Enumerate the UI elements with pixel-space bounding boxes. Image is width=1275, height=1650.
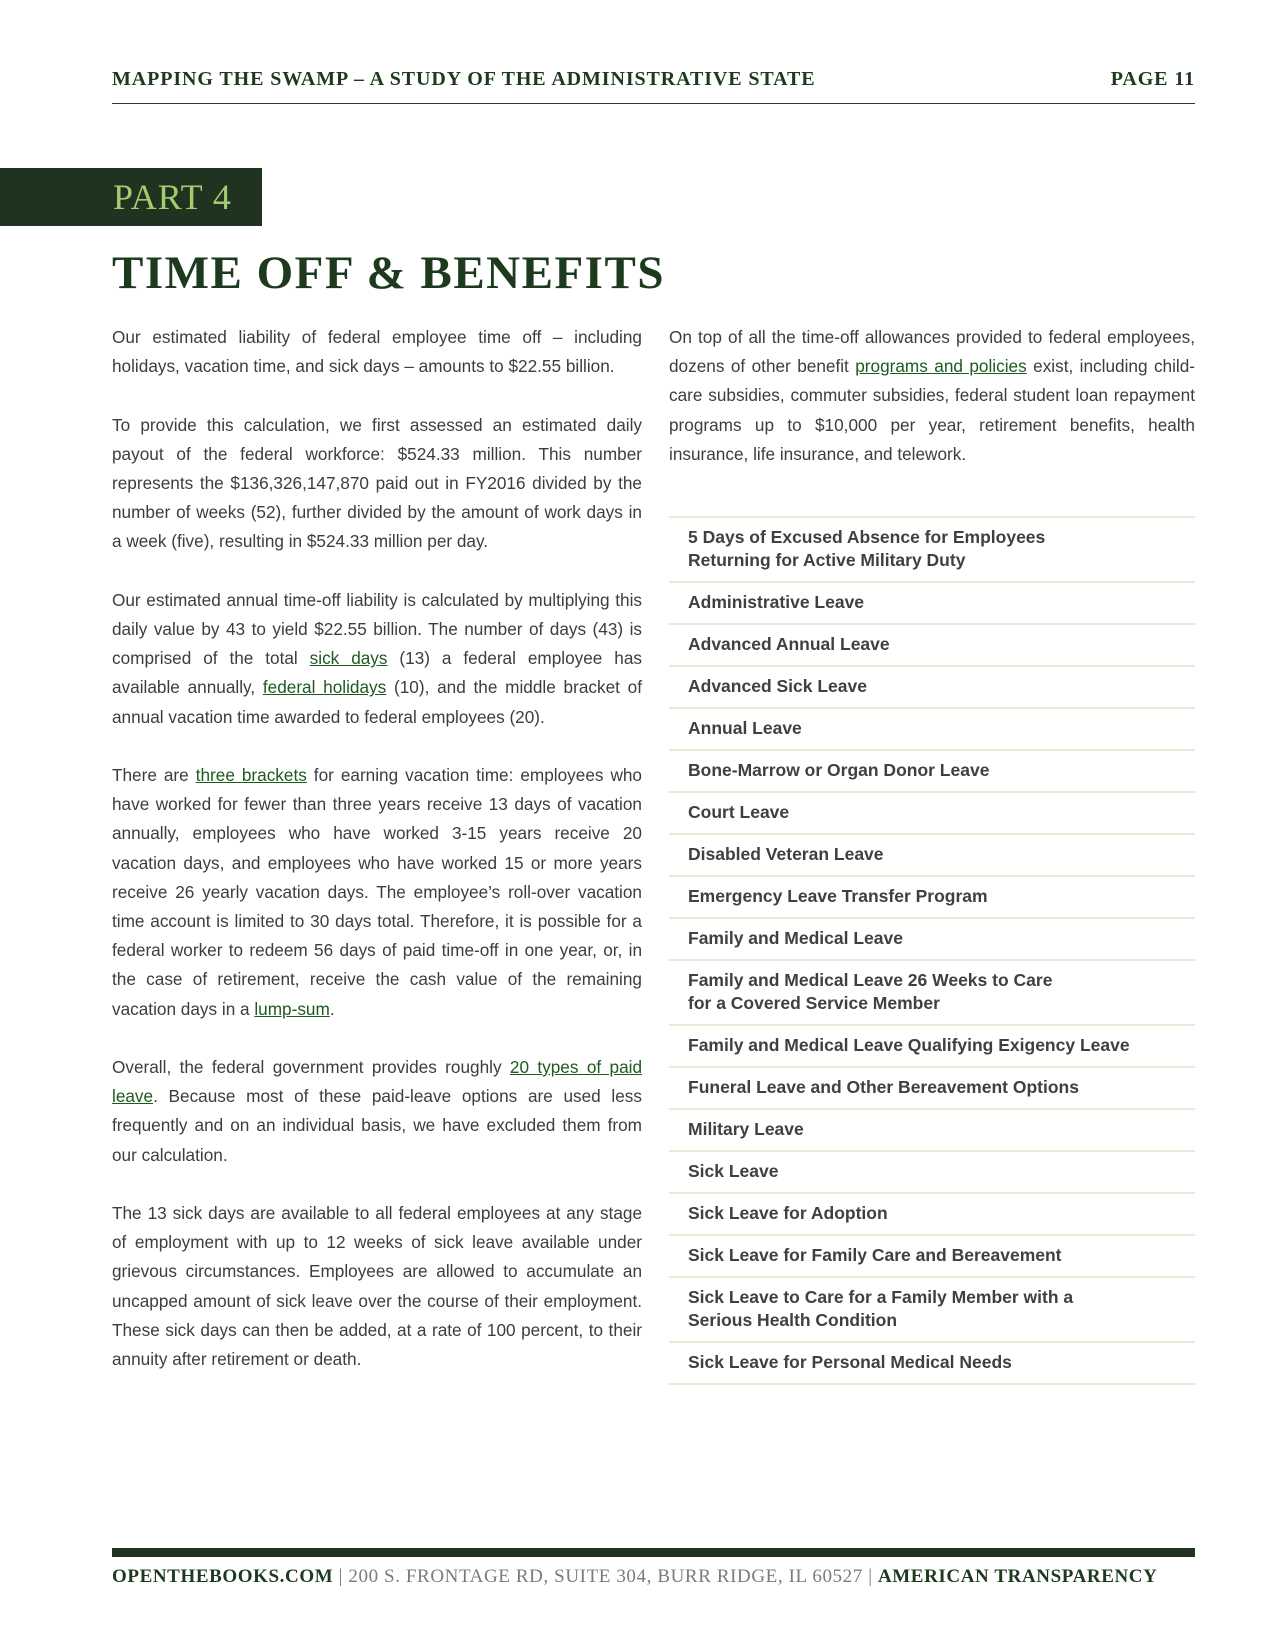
paragraph-sick-days: The 13 sick days are available to all federal employees at any stage of employment with up to 12 weeks of sick leave available under grievous circumstances. Employees are allowed to accumulate an uncapped amount of sick leave over the course of their employment. These sick days can then be added, at a rate of 100 percent, to their annuity after retirement or death. [112,1203,642,1370]
paragraph-paid-leave-types: Overall, the federal government provides roughly 20 types of paid leave. Because most of these paid-leave options are used less frequently and on an individual basis, we have excluded them from our calculation. [112,1057,642,1165]
leave-type-item: Sick Leave to Care for a Family Member with a Serious Health Condition [669,1278,1195,1343]
paragraph-annual-liability: Our estimated annual time-off liability is calculated by multiplying this daily value by 43 to yield $22.55 billion. The number of days (43) is comprised of the total sick days (13) a federal employee has available annually, federal holidays (10), and the middle bracket of annual vacation time awarded to federal employees (20). [112,589,643,727]
leave-type-item: Court Leave [669,793,1195,835]
sick-days-link[interactable]: sick days [309,648,388,669]
leave-type-item: Sick Leave for Family Care and Bereavement [669,1236,1195,1278]
leave-type-item: 5 Days of Excused Absence for Employees Returning for Active Military Duty [669,518,1195,583]
leave-type-item: Sick Leave for Adoption [669,1194,1195,1236]
left-column [112,323,642,1403]
page-number: PAGE 11 [1110,68,1195,90]
three-brackets-link[interactable]: three brackets [195,765,307,785]
leave-type-item: Administrative Leave [669,583,1195,625]
leave-type-item: Military Leave [669,1110,1195,1152]
leave-type-item: Family and Medical Leave 26 Weeks to Care for a Covered Service Member [669,961,1195,1026]
footer-address: 200 S. FRONTAGE RD, SUITE 304, BURR RIDGE, IL 60527 [348,1566,863,1587]
leave-type-item: Sick Leave [669,1152,1195,1194]
leave-types-list [669,516,1195,1385]
paragraph-other-benefits: On top of all the time-off allowances provided to federal employees, dozens of other benefit programs and policies exist, including child-care subsidies, commuter subsidies, federal student loan repayment programs up to $10,000 per year, retirement benefits, health insurance, life insurance, and telework. [669,327,1196,464]
part-label: PART 4 [113,177,232,217]
paid-leave-types-link[interactable]: 20 types of paid leave [112,1057,642,1107]
document-title: MAPPING THE SWAMP – A STUDY OF THE ADMINISTRATIVE STATE [112,68,816,90]
leave-type-item: Emergency Leave Transfer Program [669,877,1195,919]
lump-sum-link[interactable]: lump-sum [254,998,330,1019]
footer-site: OPENTHEBOOKS.COM [112,1566,334,1587]
leave-type-item: Disabled Veteran Leave [669,835,1195,877]
page-header [112,64,1195,104]
footer-separator: | [862,1566,878,1587]
paragraph-daily-payout: To provide this calculation, we first assessed an estimated daily payout of the federal workforce: $524.33 million. This number represents the $136,326,147,870 paid out in FY2016 divided by the number of weeks (52), further divided by the amount of work days in a week (five), resulting in $524.33 million per day. [112,414,642,552]
leave-type-item: Sick Leave for Personal Medical Needs [669,1343,1195,1385]
section-title: TIME OFF & BENEFITS [112,247,665,299]
paragraph-vacation-brackets: There are three brackets for earning vacation time: employees who have worked for fewer than three years receive 13 days of vacation annually, employees who have worked 3-15 years receive 20 vacation days, and employees who have worked 15 or more years receive 26 yearly vacation days. The employee’s roll-over vacation time account is limited to 30 days total. Therefore, it is possible for a federal worker to redeem 56 days of paid time-off in one year, or, in the case of retirement, receive the cash value of the remaining vacation days in a lump-sum. [112,765,642,1019]
leave-type-item: Funeral Leave and Other Bereavement Options [669,1068,1195,1110]
leave-type-item: Family and Medical Leave [669,919,1195,961]
paragraph-liability: Our estimated liability of federal employee time off – including holidays, vacation time, and sick days – amounts to $22.55 billion. [112,327,642,377]
leave-type-item: Bone-Marrow or Organ Donor Leave [669,751,1195,793]
leave-type-item: Annual Leave [669,709,1195,751]
right-column [669,323,1195,498]
leave-type-item: Advanced Sick Leave [669,667,1195,709]
page-footer [112,1566,1195,1588]
programs-and-policies-link[interactable]: programs and policies [855,356,1027,377]
leave-type-item: Advanced Annual Leave [669,625,1195,667]
footer-organization: AMERICAN TRANSPARENCY [877,1566,1158,1587]
footer-separator: | [333,1566,349,1587]
federal-holidays-link[interactable]: federal holidays [262,677,387,698]
part-banner [0,168,262,226]
footer-divider [112,1548,1195,1557]
leave-type-item: Family and Medical Leave Qualifying Exigency Leave [669,1026,1195,1068]
